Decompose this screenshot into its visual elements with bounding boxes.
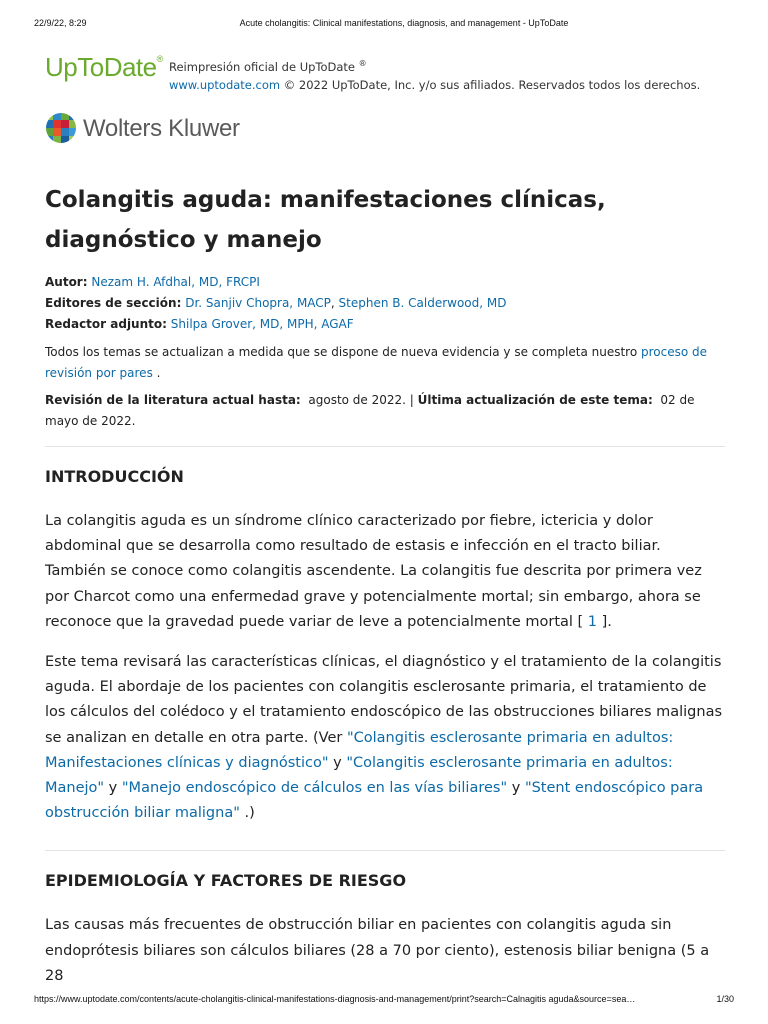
section-divider [45,446,725,447]
uptodate-logo[interactable]: UpToDate® [45,52,163,82]
publisher-name: Wolters Kluwer [83,115,240,142]
topic-link-endoscopic-stones[interactable]: "Manejo endoscópico de cálculos en las vías biliares" [121,780,508,797]
page-count: 1/30 [716,994,734,1004]
editor-link-2[interactable]: Stephen B. Calderwood, MD [338,296,507,310]
section-divider [45,850,725,851]
article-title: Colangitis aguda: manifestaciones clínicas, diagnóstico y manejo [45,187,606,253]
intro-paragraph-2: Este tema revisará las características clínicas, el diagnóstico y el tratamiento de la colangitis aguda. El abordaje de los pacientes con colangitis esclerosante primaria, el tratamiento de los cálculos del colédoco y el tratamiento endoscópico de las obstrucciones biliares malignas se analizan en detalle en otra parte. (Ver "Colangitis esclerosante primaria en adultos: Manifestaciones clínicas y diagnóstico" y "Colangitis esclerosante primaria en adultos: Manejo" y "Manejo endoscópico de cálculos en las vías biliares" y "Stent endoscópico para obstrucción biliar maligna" .) [45,654,723,822]
brand-banner [45,50,745,90]
author-link[interactable]: Nezam H. Afdhal, MD, FRCPI [91,275,260,289]
topic-link-psc-management[interactable]: "Colangitis esclerosante primaria en adultos: Manejo" [45,754,673,797]
section-heading-epidemiology: EPIDEMIOLOGÍA Y FACTORES DE RIESGO [45,871,407,891]
reprint-label: Reimpresión oficial de UpToDate [169,59,355,74]
wolters-kluwer-mosaic-icon [45,112,77,144]
reprint-notice: Reimpresión oficial de UpToDate ® www.uptodate.com © 2022 UpToDate, Inc. y/o sus afiliados. Reservados todos los derechos. [169,59,701,92]
topic-link-biliary-stent[interactable]: "Stent endoscópico para obstrucción biliar maligna" [45,780,704,822]
update-note: Todos los temas se actualizan a medida que se dispone de nueva evidencia y se completa nuestro proceso de revisión por pares . [45,345,708,380]
reference-link-1[interactable]: 1 [587,613,598,630]
intro-paragraph-1: La colangitis aguda es un síndrome clínico caracterizado por fiebre, ictericia y dolor abdominal que se desarrolla como resultado de estasis e infección en el tracto biliar. También se conoce como colangitis ascendente. La colangitis fue descrita por primera vez por Charcot como una enfermedad grave y potencialmente mortal; sin embargo, ahora se reconoce que la gravedad puede variar de leve a potencialmente mortal [ 1 ]. [45,513,702,630]
print-doc-title: Acute cholangitis: Clinical manifestations, diagnosis, and management - UpToDate [239,18,569,28]
copyright-text: © 2022 UpToDate, Inc. y/o sus afiliados. Reservados todos los derechos. [280,77,701,92]
epidemiology-paragraph-1: Las causas más frecuentes de obstrucción biliar en pacientes con colangitis aguda sin endoprótesis biliares son cálculos biliares (28 a 70 por ciento), estenosis biliar benigna (5 a 28 [45,917,710,984]
peer-review-link[interactable]: proceso de revisión por pares [45,345,708,380]
deputy-editor-line: Redactor adjunto: Shilpa Grover, MD, MPH, AGAF [45,317,354,331]
editors-line: Editores de sección: Dr. Sanjiv Chopra, MACP, Stephen B. Calderwood, MD [45,296,507,310]
section-heading-introduction: INTRODUCCIÓN [45,467,184,486]
editor-link-1[interactable]: Dr. Sanjiv Chopra, MACP [185,296,331,310]
article-content [45,180,725,989]
uptodate-site-link[interactable]: www.uptodate.com [169,77,281,92]
topic-link-psc-diagnosis[interactable]: "Colangitis esclerosante primaria en adultos: Manifestaciones clínicas y diagnóstico" [45,729,674,771]
review-dates: Revisión de la literatura actual hasta: agosto de 2022. | Última actualización de este tema: 02 de mayo de 2022. [45,393,695,428]
article-credits [45,272,725,335]
deputy-editor-link[interactable]: Shilpa Grover, MD, MPH, AGAF [170,317,354,331]
author-line: Autor: Nezam H. Afdhal, MD, FRCPI [45,275,260,289]
print-date: 22/9/22, 8:29 [34,18,87,28]
print-url: https://www.uptodate.com/contents/acute-cholangitis-clinical-manifestations-diagnosis-and-management/print?search=Calnagitis aguda&source=sea… [34,994,636,1004]
